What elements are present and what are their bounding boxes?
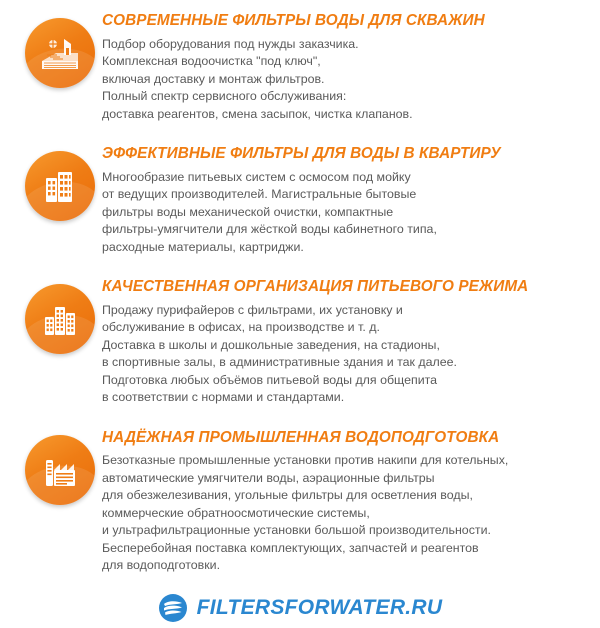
text-column [102,137,586,256]
icon-column [18,4,102,88]
text-column [102,270,586,407]
icon-column [18,421,102,505]
feature-body: Безотказные промышленные установки против накипи для котельных, автоматические умягчители воды, аэрационные фильтры для обезжелезивания, угольные фильтры для осветления воды, коммерческие обратноосмотические системы, и ультрафильтрационные установки большой производительности. Бесперебойная поставка комплектующих, запчастей и реагентов для водоподготовки. [102,453,509,573]
feature-heading: ЭФФЕКТИВНЫЕ ФИЛЬТРЫ ДЛЯ ВОДЫ В КВАРТИРУ [102,145,501,163]
feature-body: Продажу пурифайеров с фильтрами, их установку и обслуживание в офисах, на производстве и т. д. Доставка в школы и дошкольные заведения, на стадионы, в спортивные залы, в административные здания и так далее. Подготовка любых объёмов питьевой воды для общепита в соответствии с нормами и стандартами. [102,302,457,405]
office-towers-icon [25,284,95,354]
apartment-building-icon [25,151,95,221]
feature-body: Подбор оборудования под нужды заказчика. Комплексная водоочистка "под ключ", включая доставку и монтаж фильтров. Полный спектр сервисного обслуживания: доставка реагентов, смена засыпок, чистка клапанов. [102,36,413,121]
feature-block-wells [0,4,600,123]
feature-block-industrial [0,421,600,575]
site-footer[interactable] [0,593,600,623]
feature-heading: НАДЁЖНАЯ ПРОМЫШЛЕННАЯ ВОДОПОДГОТОВКА [102,428,500,446]
icon-column [18,137,102,221]
feature-heading: КАЧЕСТВЕННАЯ ОРГАНИЗАЦИЯ ПИТЬЕВОГО РЕЖИМА [102,278,529,296]
text-column [102,421,586,575]
feature-heading: СОВРЕМЕННЫЕ ФИЛЬТРЫ ВОДЫ ДЛЯ СКВАЖИН [102,12,485,29]
text-column [102,4,586,123]
industrial-plant-icon [25,435,95,505]
feature-block-apartment [0,137,600,256]
site-name[interactable]: FILTERSFORWATER.RU [196,595,443,619]
well-field-icon [25,18,95,88]
water-swirl-logo-icon [158,593,188,623]
icon-column [18,270,102,354]
feature-block-drinking-regime [0,270,600,407]
feature-body: Многообразие питьевых систем с осмосом под мойку от ведущих производителей. Магистральные бытовые фильтры воды механической очистки, компактные фильтры-умягчители для жёсткой воды кабинетного типа, расходные материалы, картриджи. [102,169,437,254]
promo-page [0,4,600,619]
